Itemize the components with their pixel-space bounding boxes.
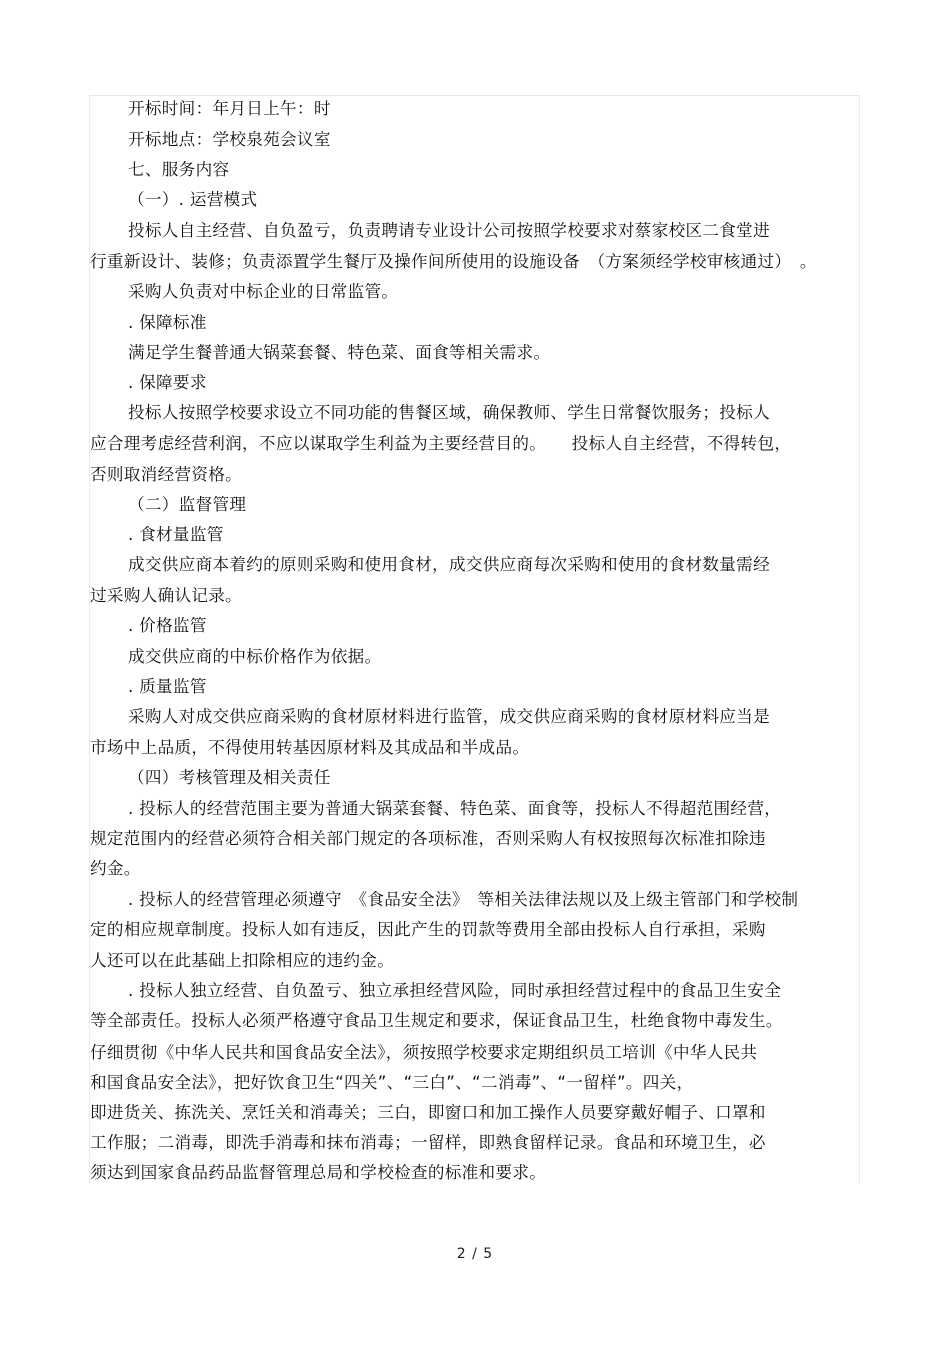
- text-line: 否则取消经营资格。: [90, 465, 243, 484]
- text-line: 规定范围内的经营必须符合相关部门规定的各项标准，否则采购人有权按照每次标准扣除违: [90, 829, 766, 848]
- text-line: 投标人按照学校要求设立不同功能的售餐区域，确保教师、学生日常餐饮服务；投标人: [128, 403, 770, 422]
- text-line: . 保障标准: [128, 313, 207, 332]
- text-line: 人还可以在此基础上扣除相应的违约金。: [90, 951, 395, 970]
- text-line: 约金。: [90, 859, 141, 878]
- text-line: 行重新设计、装修；负责添置学生餐厅及操作间所使用的设施设备 （方案须经学校审核通过） 。: [90, 252, 817, 271]
- text-line: 和国食品安全法》，把好饮食卫生“四关”、“三白”、“二消毒”、“一留样”。四关，: [90, 1073, 694, 1092]
- text-line: 投标人自主经营、自负盈亏，负责聘请专业设计公司按照学校要求对蔡家校区二食堂进: [128, 221, 770, 240]
- text-line: 成交供应商本着约的原则采购和使用食材，成交供应商每次采购和使用的食材数量需经: [128, 555, 770, 574]
- text-line: . 保障要求: [128, 373, 207, 392]
- text-line: . 质量监管: [128, 677, 207, 696]
- text-line: （一）. 运营模式: [128, 190, 258, 209]
- text-line: 等全部责任。投标人必须严格遵守食品卫生规定和要求，保证食品卫生，杜绝食物中毒发生。: [90, 1011, 783, 1030]
- text-line: 采购人负责对中标企业的日常监管。: [128, 282, 399, 301]
- text-line: . 投标人的经营范围主要为普通大锅菜套餐、特色菜、面食等，投标人不得超范围经营，: [128, 799, 782, 818]
- text-line: 应合理考虑经营利润，不应以谋取学生利益为主要经营目的。 投标人自主经营，不得转包，: [90, 434, 792, 453]
- text-line: 须达到国家食品药品监督管理总局和学校检查的标准和要求。: [90, 1163, 547, 1182]
- text-line: 满足学生餐普通大锅菜套餐、特色菜、面食等相关需求。: [128, 343, 551, 362]
- text-line: 开标地点：学校泉苑会议室: [128, 130, 331, 149]
- text-line: . 投标人独立经营、自负盈亏、独立承担经营风险，同时承担经营过程中的食品卫生安全: [128, 981, 782, 1000]
- text-line: 工作服；二消毒，即洗手消毒和抹布消毒；一留样，即熟食留样记录。食品和环境卫生，必: [90, 1133, 766, 1152]
- text-line: 即进货关、拣洗关、烹饪关和消毒关；三白，即窗口和加工操作人员要穿戴好帽子、口罩和: [90, 1103, 766, 1122]
- text-line: 定的相应规章制度。投标人如有违反，因此产生的罚款等费用全部由投标人自行承担，采购: [90, 920, 766, 939]
- text-line: 采购人对成交供应商采购的食材原材料进行监管，成交供应商采购的食材原材料应当是: [128, 707, 770, 726]
- text-line: 过采购人确认记录。: [90, 586, 243, 605]
- page-number: 2 / 5: [456, 1246, 494, 1262]
- text-line: . 价格监管: [128, 616, 207, 635]
- text-line: 开标时间：年月日上午：时: [128, 99, 331, 118]
- text-line: 仔细贯彻《中华人民共和国食品安全法》，须按照学校要求定期组织员工培训《中华人民共: [90, 1043, 758, 1062]
- text-line: 七、服务内容: [128, 160, 230, 179]
- text-line: . 食材量监管: [128, 525, 224, 544]
- text-line: . 投标人的经营管理必须遵守 《食品安全法》 等相关法律法规以及上级主管部门和学校制: [128, 890, 799, 909]
- text-line: （二）监督管理: [128, 495, 247, 514]
- text-line: 成交供应商的中标价格作为依据。: [128, 647, 382, 666]
- text-line: （四）考核管理及相关责任: [128, 768, 331, 787]
- text-line: 市场中上品质，不得使用转基因原材料及其成品和半成品。: [90, 738, 530, 757]
